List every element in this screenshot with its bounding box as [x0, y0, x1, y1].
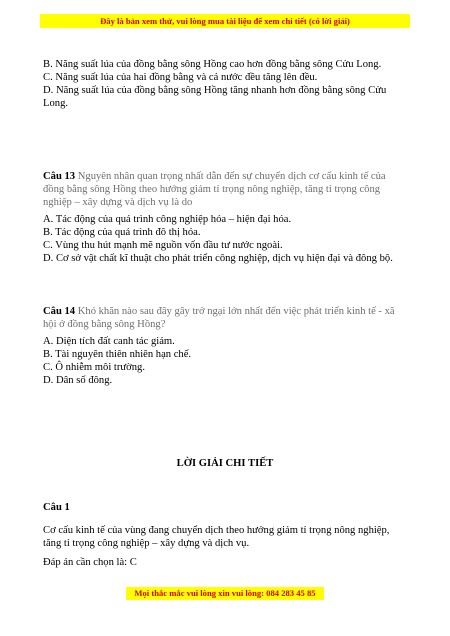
q14-stem-line1: Khó khăn nào sau đây gây trở ngại lớn nhất đến việc phát triển kinh tế - xã — [75, 306, 395, 317]
q13-stem — [43, 170, 386, 183]
q13-option-d: D. Cơ sở vật chất kĩ thuật cho phát triển công nghiệp, dịch vụ hiện đại và đông bộ. — [43, 253, 393, 264]
solution-q1-text-line2: tăng tỉ trọng công nghiệp – xây dựng và dịch vụ. — [43, 538, 250, 549]
solution-heading: LỜI GIẢI CHI TIẾT — [176, 458, 274, 469]
q14-option-a: A. Diện tích đất canh tác giảm. — [43, 336, 175, 347]
q14-stem-line2: hội ở đồng bằng sông Hồng? — [43, 319, 166, 330]
prev-option-d: D. Năng suất lúa của đồng bằng sông Hồng tăng nhanh hơn đồng bằng sông Cửu — [43, 85, 387, 96]
q14-label: Câu 14 — [43, 306, 76, 317]
q13-stem-line1: Nguyên nhân quan trọng nhất dẫn đến sự chuyển dịch cơ cấu kinh tế của — [75, 171, 386, 182]
solution-q1-answer: Đáp án cần chọn là: C — [43, 557, 137, 568]
preview-banner: Đây là bản xem thử, vui lòng mua tài liệu để xem chi tiết (có lời giải) — [40, 14, 410, 28]
solution-q1-text-line1: Cơ cấu kinh tế của vùng đang chuyển dịch theo hướng giảm tỉ trọng nông nghiệp, — [43, 525, 390, 536]
q13-option-a: A. Tác động của quá trình công nghiệp hóa – hiện đại hóa. — [43, 214, 292, 225]
contact-banner: Mọi thắc mắc vui lòng xin vui lòng: 084 283 45 85 — [126, 587, 324, 600]
prev-option-c: C. Năng suất lúa của hai đồng bằng và cả nước đều tăng lên đều. — [43, 72, 318, 83]
q14-option-c: C. Ô nhiễm môi trường. — [43, 362, 145, 373]
solution-q1-label: Câu 1 — [43, 502, 70, 513]
q14-stem — [43, 305, 395, 318]
q14-option-b: B. Tài nguyên thiên nhiên hạn chế. — [43, 349, 192, 360]
prev-option-d-cont: Long. — [43, 98, 69, 109]
prev-option-b: B. Năng suất lúa của đồng bằng sông Hồng cao hơn đồng bằng sông Cửu Long. — [43, 59, 382, 70]
q13-label: Câu 13 — [43, 171, 76, 182]
q13-option-b: B. Tác động của quá trình đô thị hóa. — [43, 227, 201, 238]
q13-stem-line2: đồng bằng sông Hồng theo hướng giảm tỉ trọng nông nghiệp, tăng tỉ trọng công — [43, 184, 381, 195]
q13-stem-line3: nghiệp – xây dựng và dịch vụ là do — [43, 197, 193, 208]
q13-option-c: C. Vùng thu hút mạnh mẽ nguồn vốn đầu tư nước ngoài. — [43, 240, 283, 251]
q14-option-d: D. Dân số đông. — [43, 375, 113, 386]
